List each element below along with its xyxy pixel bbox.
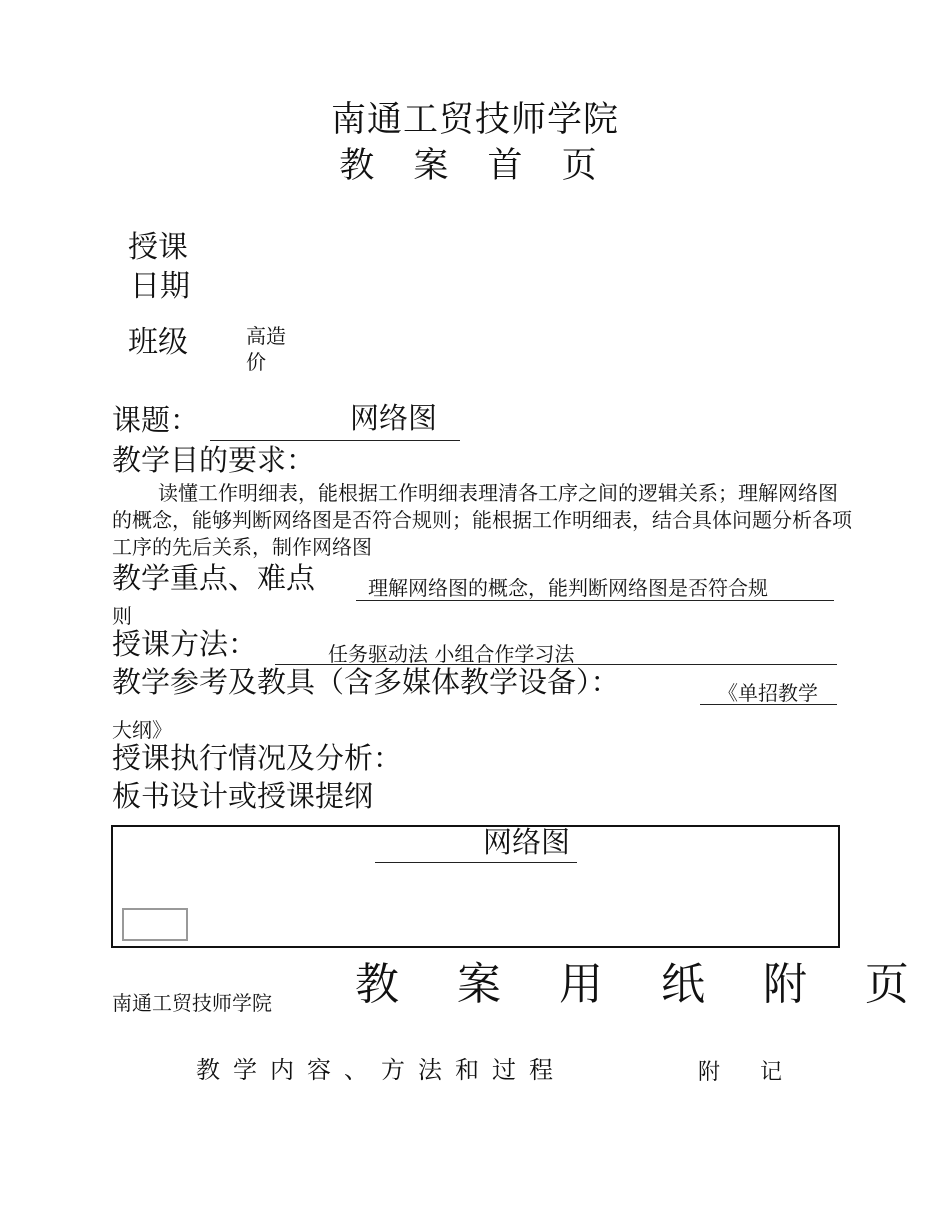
keypoints-label: 教学重点、难点 (112, 561, 316, 595)
column-header-content: 教学内容、方法和过程 (196, 1056, 566, 1084)
school-name: 南通工贸技师学院 (330, 100, 619, 140)
board-title-underline (375, 862, 577, 863)
method-label: 授课方法： (112, 627, 258, 661)
references-underline (700, 704, 837, 705)
objectives-text: 读懂工作明细表，能根据工作明细表理清各工序之间的逻辑关系；理解网络图的概念，能够判断网络图是否符合规则；能根据工作明细表，结合具体问题分析各项工序的先后关系，制作网络图 (112, 481, 852, 559)
class-value-line2: 价 (246, 350, 266, 374)
page-title: 教 案 首 页 (339, 146, 611, 186)
board-design-box (111, 825, 840, 948)
objectives-label: 教学目的要求： (112, 443, 316, 477)
column-header-notes: 附记 (698, 1060, 823, 1085)
class-label: 班级 (128, 325, 188, 360)
topic-label: 课题： (112, 403, 200, 437)
appendix-school-name: 南通工贸技师学院 (112, 991, 272, 1015)
keypoints-tail: 则 (112, 604, 132, 628)
references-label: 教学参考及教具（含多媒体教学设备）： (112, 665, 620, 699)
board-title: 网络图 (483, 825, 571, 859)
topic-value: 网络图 (350, 401, 438, 435)
date-label-line1: 授课 (128, 230, 188, 265)
references-tail: 大纲》 (112, 718, 172, 742)
board-label: 板书设计或授课提纲 (112, 779, 374, 813)
board-small-box (122, 908, 188, 941)
appendix-title: 教 案 用 纸 附 页 (355, 959, 931, 1010)
execution-label: 授课执行情况及分析： (112, 741, 403, 775)
references-value: 《单招教学 (718, 681, 818, 705)
keypoints-underline (356, 600, 834, 601)
method-value: 任务驱动法 小组合作学习法 (328, 642, 575, 666)
class-value-line1: 高造 (246, 324, 286, 348)
keypoints-value: 理解网络图的概念，能判断网络图是否符合规 (368, 576, 768, 600)
date-label-line2: 日期 (130, 269, 190, 304)
